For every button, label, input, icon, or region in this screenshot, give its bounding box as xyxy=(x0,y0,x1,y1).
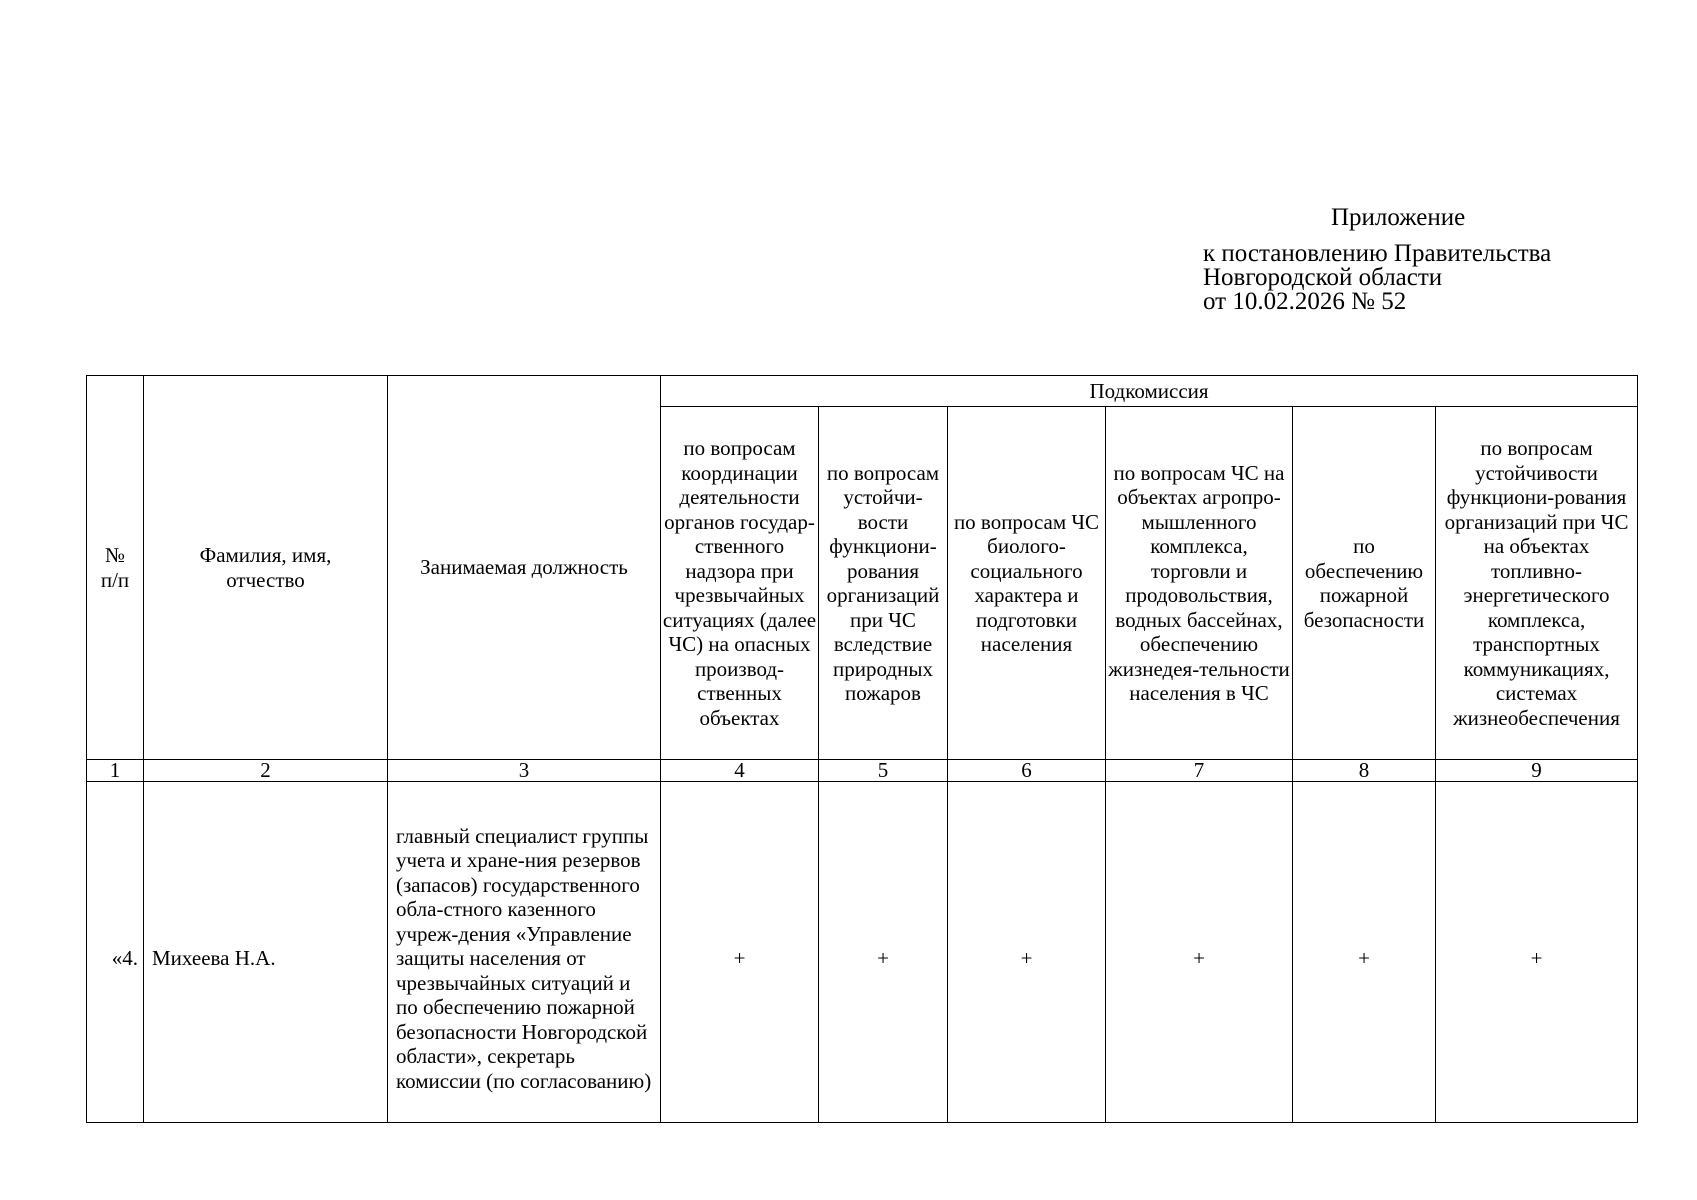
column-number: 6 xyxy=(948,760,1106,782)
column-number: 7 xyxy=(1106,760,1293,782)
column-number: 5 xyxy=(819,760,948,782)
header-subcol-5: по обеспечению пожарной безопасности xyxy=(1293,407,1436,760)
row-mark: + xyxy=(661,782,819,1123)
row-mark: + xyxy=(1436,782,1638,1123)
column-number: 4 xyxy=(661,760,819,782)
appendix-line-3: от 10.02.2026 № 52 xyxy=(1203,288,1407,315)
commission-table xyxy=(86,375,1638,1123)
row-number: «4. xyxy=(87,782,144,1123)
header-subcol-6: по вопросам устойчивости функциони-рования организаций при ЧС на объектах топливно-энергетического комплекса, транспортных коммуникациях, системах жизнеобеспечения xyxy=(1436,407,1638,760)
appendix-title: Приложение xyxy=(1331,204,1466,231)
row-mark: + xyxy=(819,782,948,1123)
column-number: 9 xyxy=(1436,760,1638,782)
header-subcommission: Подкомиссия xyxy=(661,376,1638,407)
column-number: 1 xyxy=(87,760,144,782)
column-numbers-row xyxy=(87,760,1638,782)
row-mark: + xyxy=(948,782,1106,1123)
column-number: 2 xyxy=(144,760,388,782)
appendix-line-2: Новгородской области xyxy=(1203,264,1443,291)
header-subcol-2: по вопросам устойчи-вости функциони-рования организаций при ЧС вследствие природных пожаров xyxy=(819,407,948,760)
table-row xyxy=(87,782,1638,1123)
appendix-line-1: к постановлению Правительства xyxy=(1203,240,1552,267)
header-subcol-4: по вопросам ЧС на объектах агропро-мышленного комплекса, торговли и продовольствия, водных бассейнах, обеспечению жизнедея-тельности населения в ЧС xyxy=(1106,407,1293,760)
header-position: Занимаемая должность xyxy=(388,376,661,760)
appendix-header xyxy=(1203,206,1551,314)
column-number: 3 xyxy=(388,760,661,782)
row-fio: Михеева Н.А. xyxy=(144,782,388,1123)
row-mark: + xyxy=(1106,782,1293,1123)
header-subcol-3: по вопросам ЧС биолого-социального характера и подготовки населения xyxy=(948,407,1106,760)
header-num: № п/п xyxy=(87,376,144,760)
column-number: 8 xyxy=(1293,760,1436,782)
header-fio: Фамилия, имя, отчество xyxy=(144,376,388,760)
row-mark: + xyxy=(1293,782,1436,1123)
header-subcol-1: по вопросам координации деятельности органов государ-ственного надзора при чрезвычайных ситуациях (далее ЧС) на опасных производ-ственных объектах xyxy=(661,407,819,760)
row-position: главный специалист группы учета и хране-ния резервов (запасов) государственного обла-стного казенного учреж-дения «Управление защиты населения от чрезвычайных ситуаций и по обеспечению пожарной безопасности Новгородской области», секретарь комиссии (по согласованию) xyxy=(388,782,661,1123)
